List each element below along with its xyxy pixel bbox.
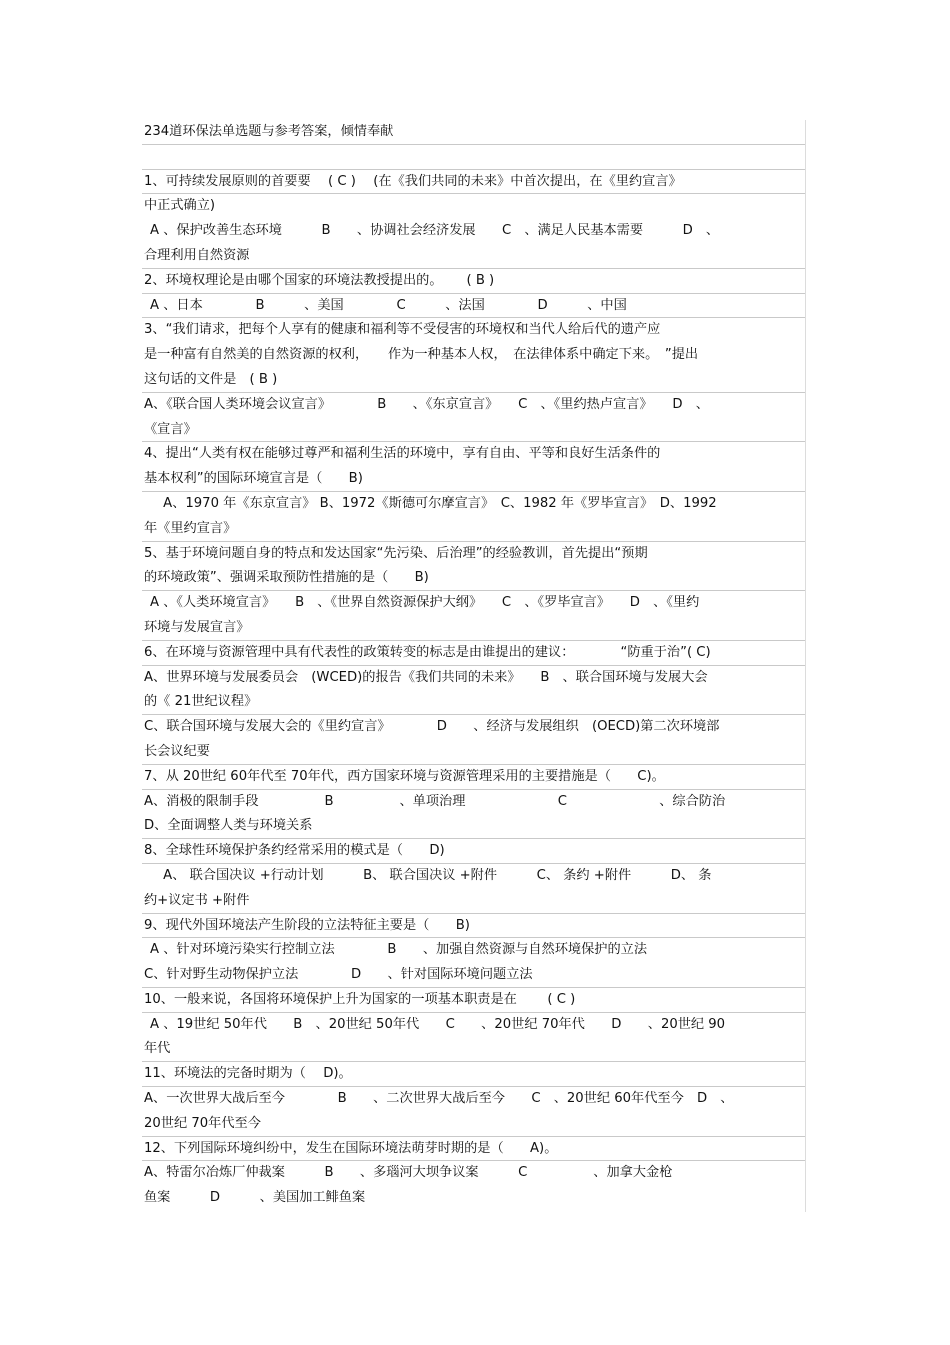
document-page xyxy=(142,120,806,1212)
text-line: 长会议纪要 xyxy=(142,740,806,765)
text-line: A、 联合国决议 +行动计划 B、 联合国决议 +附件 C、 条约 +附件 D、 条 xyxy=(150,867,712,883)
text-line: 环境与发展宣言》 xyxy=(142,616,806,641)
text-line: A、特雷尔冶炼厂仲裁案 B 、多瑙河大坝争议案 C 、加拿大金枪 xyxy=(144,1165,673,1181)
text-line: D、全面调整人类与环境关系 xyxy=(142,814,806,839)
text-line: C、针对野生动物保护立法 D 、针对国际环境问题立法 xyxy=(142,963,806,988)
text-line: 4、提出“人类有权在能够过尊严和福利生活的环境中，享有自由、平等和良好生活条件的 xyxy=(144,446,661,462)
text-line: 6、在环境与资源管理中具有代表性的政策转变的标志是由谁提出的建议： “防重于治”( C) xyxy=(142,641,806,666)
text-line: 7、从 20世纪 60年代至 70年代，西方国家环境与资源管理采用的主要措施是（ C)。 xyxy=(142,765,806,790)
text-line: A 、保护改善生态环境 B 、协调社会经济发展 C 、满足人民基本需要 D 、 xyxy=(150,223,720,239)
text-line: 8、全球性环境保护条约经常采用的模式是（ D) xyxy=(142,839,806,864)
text-line: A、世界环境与发展委员会 (WCED)的报告《我们共同的未来》 B 、联合国环境与发展大会 xyxy=(144,669,708,685)
text-line: 鱼案 D 、美国加工鲱鱼案 xyxy=(144,1190,366,1206)
text-line: C、联合国环境与发展大会的《里约宣言》 D 、经济与发展组织 (OECD)第二次环境部 xyxy=(144,719,720,735)
text-line: 5、基于环境问题自身的特点和发达国家“先污染、后治理”的经验教训，首先提出“预期 xyxy=(144,545,648,561)
text-line: 10、一般来说，各国将环境保护上升为国家的一项基本职责是在 ( C ) xyxy=(142,988,806,1013)
text-line: 2、环境权理论是由哪个国家的环境法教授提出的。 ( B ) xyxy=(142,269,806,294)
text-line: A 、日本 B 、美国 C 、法国 D 、中国 xyxy=(142,294,806,319)
text-line: A、一次世界大战后至今 B 、二次世界大战后至今 C 、20世纪 60年代至今 D 、 xyxy=(144,1091,734,1107)
document-title: 234道环保法单选题与参考答案，倾情奉献 xyxy=(142,120,806,145)
text-line: 12、下列国际环境纠纷中，发生在国际环境法萌芽时期的是（ A)。 xyxy=(142,1137,806,1162)
text-line: 的《 21世纪议程》 xyxy=(142,690,806,715)
text-line: 20世纪 70年代至今 xyxy=(142,1112,806,1137)
text-line: 3、“我们请求，把每个人享有的健康和福利等不受侵害的环境权和当代人给后代的遗产应 xyxy=(144,322,661,338)
text-line: A 、针对环境污染实行控制立法 B 、加强自然资源与自然环境保护的立法 xyxy=(150,942,648,958)
text-line: 《宣言》 xyxy=(142,418,806,443)
text-line: 的环境政策”、强调采取预防性措施的是（ B) xyxy=(142,566,806,591)
text-line: A、1970 年《东京宣言》 B、1972《斯德可尔摩宣言》 C、1982 年《罗毕宣言》 D、1992 xyxy=(150,495,717,511)
text-line: A 、《人类环境宣言》 B 、《世界自然资源保护大纲》 C 、《罗毕宣言》 D 、《里约 xyxy=(150,595,700,611)
text-line: 1、可持续发展原则的首要要 ( C ) (在《我们共同的未来》中首次提出，在《里约宣言》 xyxy=(142,170,806,195)
text-line: 中正式确立) xyxy=(144,198,216,214)
text-line: 约+议定书 +附件 xyxy=(142,889,806,914)
text-line: 11、环境法的完备时期为（ D)。 xyxy=(142,1062,806,1087)
text-line: 合理利用自然资源 xyxy=(142,244,806,269)
text-line: 9、现代外国环境法产生阶段的立法特征主要是（ B) xyxy=(142,914,806,939)
text-line: A 、19世纪 50年代 B 、20世纪 50年代 C 、20世纪 70年代 D 、20世纪 90 xyxy=(150,1016,726,1032)
question-list xyxy=(142,145,806,1211)
text-line xyxy=(142,145,806,170)
text-line: 年《里约宣言》 xyxy=(142,517,806,542)
text-line: 这句话的文件是 ( B ) xyxy=(142,368,806,393)
text-line: A、消极的限制手段 B 、单项治理 C 、综合防治 xyxy=(144,793,726,809)
text-line: 是一种富有自然美的自然资源的权利， 作为一种基本人权， 在法律体系中确定下来。 ”提出 xyxy=(144,347,699,363)
text-line: 年代 xyxy=(142,1037,806,1062)
text-line: 基本权利”的国际环境宣言是（ B) xyxy=(142,467,806,492)
text-line: A、《联合国人类环境会议宣言》 B 、《东京宣言》 C 、《里约热卢宣言》 D 、 xyxy=(144,396,709,412)
